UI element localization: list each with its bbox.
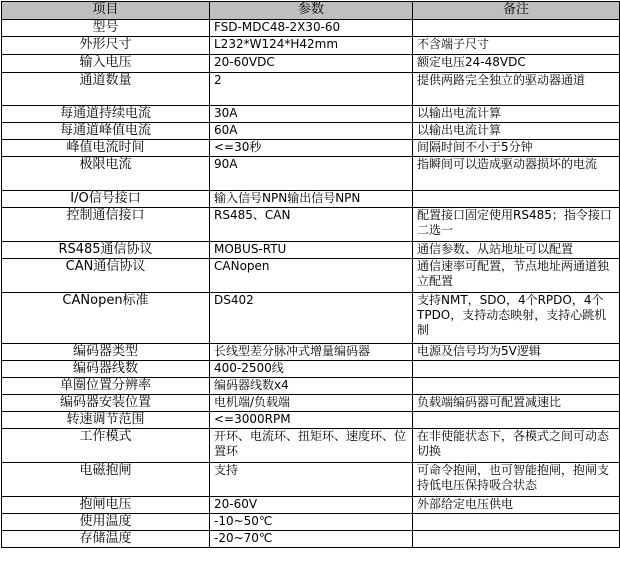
row-item: 通道数量 bbox=[2, 73, 210, 106]
row-note: 外部给定电压供电 bbox=[413, 497, 620, 514]
row-item: 外形尺寸 bbox=[2, 37, 210, 55]
table-row bbox=[2, 106, 620, 123]
row-param: 2 bbox=[210, 73, 413, 106]
row-param: 支持 bbox=[210, 463, 413, 497]
row-item: 单圈位置分辨率 bbox=[2, 378, 210, 395]
table-row bbox=[2, 259, 620, 293]
row-item: 编码器安装位置 bbox=[2, 395, 210, 412]
row-param: 20-60VDC bbox=[210, 55, 413, 73]
row-note: 指瞬间可以造成驱动器损坏的电流 bbox=[413, 157, 620, 191]
row-note: 可命令抱闸，也可智能抱闸，抱闸支持低电压保持吸合状态 bbox=[413, 463, 620, 497]
row-param: RS485、CAN bbox=[210, 208, 413, 242]
header-item: 项目 bbox=[2, 2, 210, 20]
table-row bbox=[2, 140, 620, 157]
row-param: FSD-MDC48-2X30-60 bbox=[210, 20, 413, 37]
row-param: 400-2500线 bbox=[210, 361, 413, 378]
row-param: DS402 bbox=[210, 293, 413, 344]
row-note: 以输出电流计算 bbox=[413, 123, 620, 140]
row-item: 电磁抱闸 bbox=[2, 463, 210, 497]
row-item: CAN通信协议 bbox=[2, 259, 210, 293]
row-note: 负载端编码器可配置减速比 bbox=[413, 395, 620, 412]
table-row bbox=[2, 497, 620, 514]
row-param: 编码器线数x4 bbox=[210, 378, 413, 395]
row-param: 30A bbox=[210, 106, 413, 123]
row-note bbox=[413, 412, 620, 429]
spec-table bbox=[1, 1, 620, 548]
header-note: 备注 bbox=[413, 2, 620, 20]
row-item: 每通道峰值电流 bbox=[2, 123, 210, 140]
row-note bbox=[413, 20, 620, 37]
row-note: 间隔时间不小于5分钟 bbox=[413, 140, 620, 157]
row-param: 20-60V bbox=[210, 497, 413, 514]
row-note: 通信速率可配置，节点地址两通道独立配置 bbox=[413, 259, 620, 293]
table-row bbox=[2, 378, 620, 395]
row-item: 存储温度 bbox=[2, 531, 210, 548]
row-item: 峰值电流时间 bbox=[2, 140, 210, 157]
table-row bbox=[2, 514, 620, 531]
row-item: 型号 bbox=[2, 20, 210, 37]
table-row bbox=[2, 208, 620, 242]
row-note bbox=[413, 514, 620, 531]
row-item: 工作模式 bbox=[2, 429, 210, 463]
row-param: CANopen bbox=[210, 259, 413, 293]
table-row bbox=[2, 73, 620, 106]
table-row bbox=[2, 55, 620, 73]
table-row bbox=[2, 531, 620, 548]
row-param: <=3000RPM bbox=[210, 412, 413, 429]
table-row bbox=[2, 412, 620, 429]
row-item: 转速调节范围 bbox=[2, 412, 210, 429]
row-note: 提供两路完全独立的驱动器通道 bbox=[413, 73, 620, 106]
row-item: 抱闸电压 bbox=[2, 497, 210, 514]
row-param: 开环、电流环、扭矩环、速度环、位置环 bbox=[210, 429, 413, 463]
row-param: 电机端/负载端 bbox=[210, 395, 413, 412]
row-note bbox=[413, 531, 620, 548]
row-item: 编码器线数 bbox=[2, 361, 210, 378]
table-row bbox=[2, 463, 620, 497]
table-row bbox=[2, 344, 620, 361]
row-note: 支持NMT，SDO，4个RPDO，4个TPDO，支持动态映射，支持心跳机制 bbox=[413, 293, 620, 344]
row-param: MOBUS-RTU bbox=[210, 242, 413, 259]
row-item: I/O信号接口 bbox=[2, 191, 210, 208]
table-row bbox=[2, 395, 620, 412]
row-item: 控制通信接口 bbox=[2, 208, 210, 242]
row-note bbox=[413, 361, 620, 378]
row-param: L232*W124*H42mm bbox=[210, 37, 413, 55]
row-param: -10~50℃ bbox=[210, 514, 413, 531]
row-note: 配置接口固定使用RS485；指令接口二选一 bbox=[413, 208, 620, 242]
row-param: -20~70℃ bbox=[210, 531, 413, 548]
header-row bbox=[2, 2, 620, 20]
row-item: 使用温度 bbox=[2, 514, 210, 531]
row-note bbox=[413, 191, 620, 208]
table-row bbox=[2, 429, 620, 463]
row-param: 长线型差分脉冲式增量编码器 bbox=[210, 344, 413, 361]
table-row bbox=[2, 361, 620, 378]
table-row bbox=[2, 191, 620, 208]
table-row bbox=[2, 20, 620, 37]
row-note: 以输出电流计算 bbox=[413, 106, 620, 123]
table-row bbox=[2, 123, 620, 140]
row-param: <=30秒 bbox=[210, 140, 413, 157]
table-row bbox=[2, 293, 620, 344]
row-item: RS485通信协议 bbox=[2, 242, 210, 259]
row-note bbox=[413, 378, 620, 395]
row-note: 在非使能状态下，各模式之间可动态切换 bbox=[413, 429, 620, 463]
table-row bbox=[2, 37, 620, 55]
row-item: 输入电压 bbox=[2, 55, 210, 73]
table-row bbox=[2, 157, 620, 191]
row-item: 编码器类型 bbox=[2, 344, 210, 361]
row-note: 不含端子尺寸 bbox=[413, 37, 620, 55]
row-note: 电源及信号均为5V逻辑 bbox=[413, 344, 620, 361]
row-param: 90A bbox=[210, 157, 413, 191]
row-note: 额定电压24-48VDC bbox=[413, 55, 620, 73]
row-item: CANopen标准 bbox=[2, 293, 210, 344]
header-param: 参数 bbox=[210, 2, 413, 20]
row-param: 60A bbox=[210, 123, 413, 140]
row-item: 极限电流 bbox=[2, 157, 210, 191]
row-param: 输入信号NPN输出信号NPN bbox=[210, 191, 413, 208]
row-item: 每通道持续电流 bbox=[2, 106, 210, 123]
row-note: 通信参数、从站地址可以配置 bbox=[413, 242, 620, 259]
table-row bbox=[2, 242, 620, 259]
